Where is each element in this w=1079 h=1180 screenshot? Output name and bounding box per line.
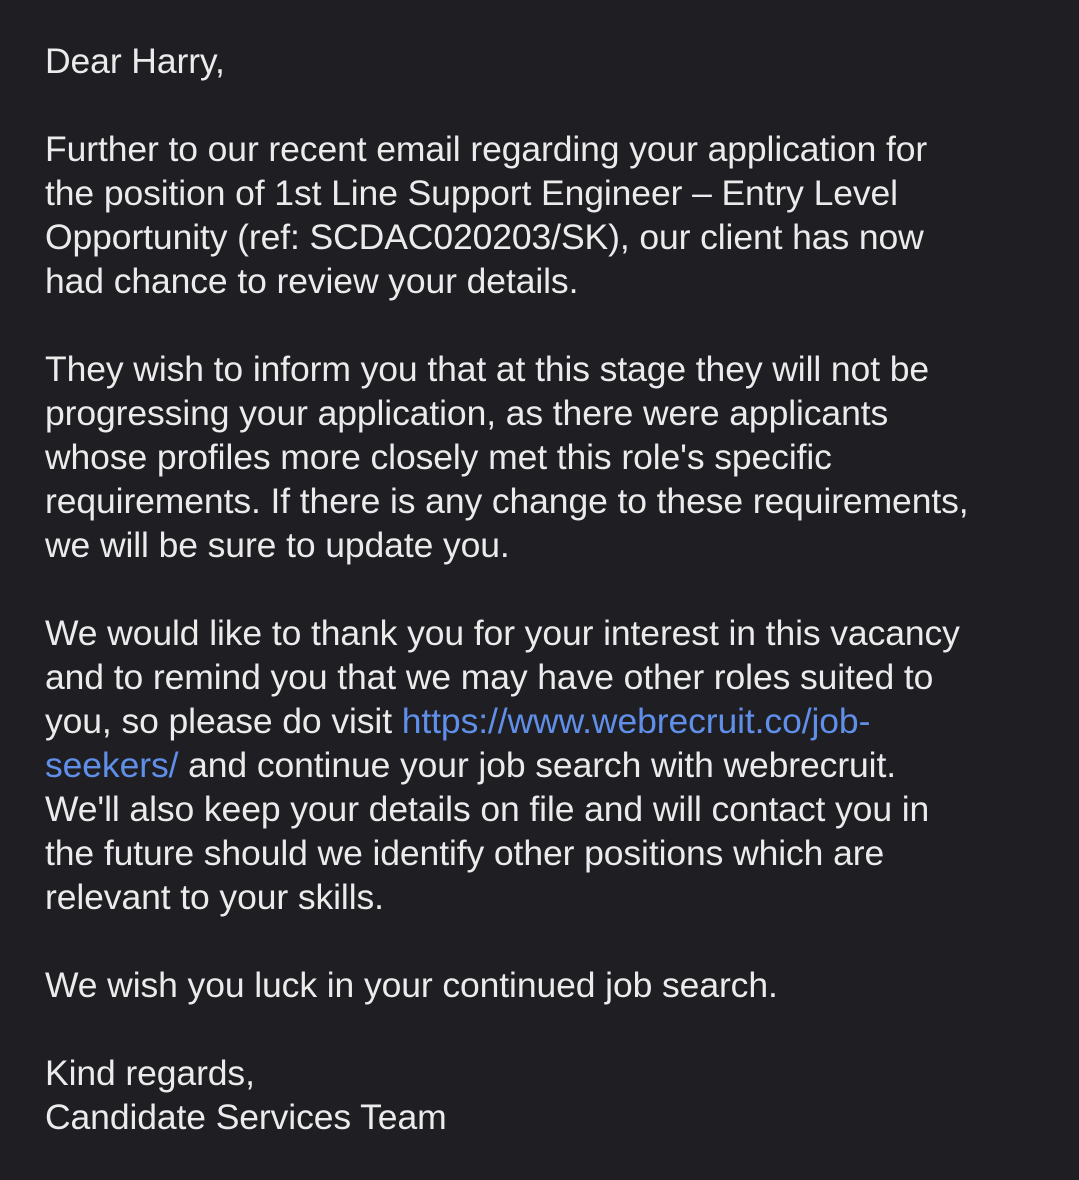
email-body [45, 39, 1045, 1139]
email-greeting: Dear Harry, [45, 41, 225, 81]
paragraph-text-before-link: We would like to thank you for your interest in this vacancy and to remind you that we may have other roles suited to you, so please do visit [45, 613, 960, 741]
email-signoff [45, 1051, 1045, 1139]
email-paragraph-rejection: They wish to inform you that at this stage they will not be progressing your application, as there were applicants whose profiles more closely met this role's specific requirements. If there is any change to these requirements, we will be sure to update you. [45, 349, 969, 565]
job-seekers-link[interactable]: https://www.webrecruit.co/job- seekers/ [45, 701, 871, 785]
paragraph-text-after-link: and continue your job search with webrecruit. We'll also keep your details on file and will contact you in the future should we identify other positions which are relevant to your skills. [45, 745, 930, 917]
email-paragraph-thanks [45, 611, 1045, 919]
email-paragraph-application-update: Further to our recent email regarding your application for the position of 1st Line Support Engineer – Entry Level Opportunity (ref: SCDAC020203/SK), our client has now had chance to review your details. [45, 129, 928, 301]
closing-line: Kind regards, [45, 1053, 255, 1093]
email-paragraph-good-luck: We wish you luck in your continued job search. [45, 965, 778, 1005]
signature: Candidate Services Team [45, 1097, 447, 1137]
